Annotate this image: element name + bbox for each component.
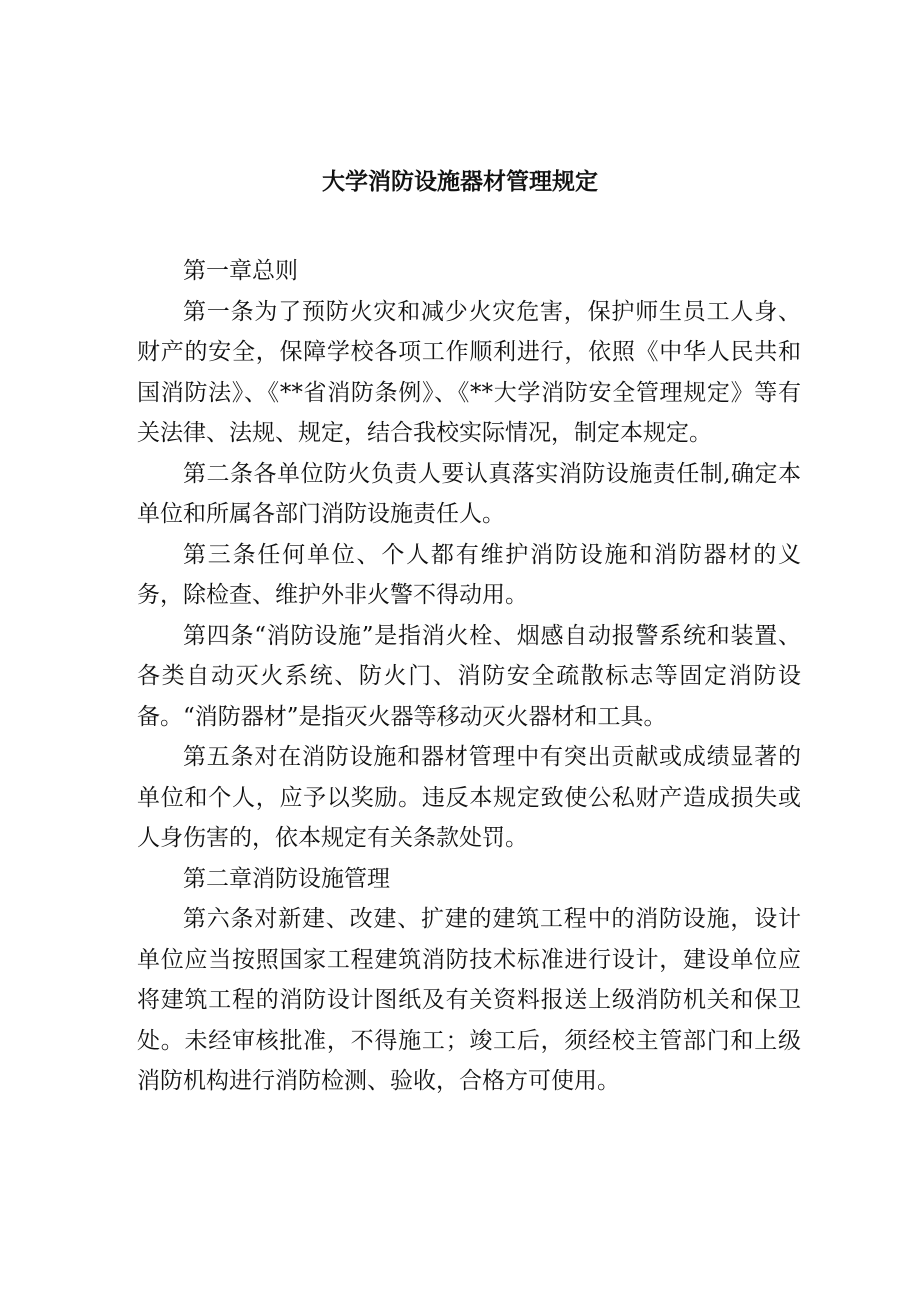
chapter-heading-1: 第一章总则 — [183, 258, 298, 284]
article-5: 第五条对在消防设施和器材管理中有突出贡献或成绩显著的单位和个人，应予以奖励。违反本规定致使公私财产造成损失或人身伤害的，依本规定有关条款处罚。 — [137, 744, 801, 851]
article-2: 第二条各单位防火负责人要认真落实消防设施责任制,确定本单位和所属各部门消防设施责任人。 — [137, 460, 801, 527]
article-6: 第六条对新建、改建、扩建的建筑工程中的消防设施，设计单位应当按照国家工程建筑消防技术标准进行设计，建设单位应将建筑工程的消防设计图纸及有关资料报送上级消防机关和保卫处。未经审核批准，不得施工；竣工后，须经校主管部门和上级消防机构进行消防检测、验收，合格方可使用。 — [137, 906, 801, 1094]
article-1: 第一条为了预防火灾和减少火灾危害，保护师生员工人身、财产的安全，保障学校各项工作顺利进行，依照《中华人民共和国消防法》、《**省消防条例》、《**大学消防安全管理规定》等有关法律、法规、规定，结合我校实际情况，制定本规定。 — [137, 298, 801, 446]
article-3: 第三条任何单位、个人都有维护消防设施和消防器材的义务，除检查、维护外非火警不得动用。 — [137, 541, 801, 608]
article-4: 第四条“消防设施”是指消火栓、烟感自动报警系统和装置、各类自动灭火系统、防火门、消防安全疏散标志等固定消防设备。“消防器材”是指灭火器等移动灭火器材和工具。 — [137, 622, 801, 730]
chapter-heading-2: 第二章消防设施管理 — [183, 865, 390, 892]
document-title: 大学消防设施器材管理规定 — [322, 168, 598, 195]
document-body — [137, 251, 801, 1102]
